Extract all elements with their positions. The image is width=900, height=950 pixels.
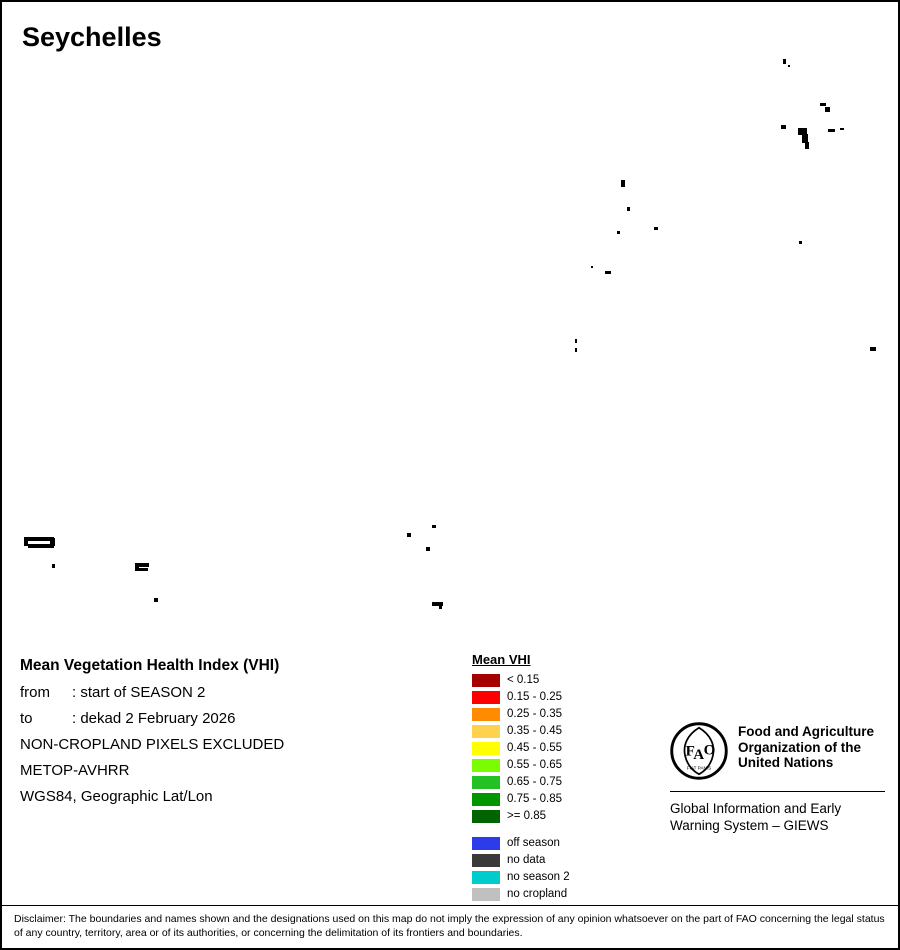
info-value-from: : start of SEASON 2 [72, 684, 206, 701]
island-shape [870, 347, 876, 351]
legend-label: no cropland [507, 888, 568, 900]
legend-label: >= 0.85 [507, 810, 547, 822]
legend-swatch [472, 691, 500, 704]
legend-item [472, 740, 662, 757]
island-shape [139, 568, 148, 571]
island-shape [52, 564, 55, 568]
island-shape [781, 125, 786, 129]
fao-divider [670, 791, 885, 792]
legend [472, 652, 662, 903]
island-shape [621, 180, 625, 187]
island-shape [828, 129, 835, 132]
fao-header [670, 720, 885, 780]
info-label-to: to [20, 710, 33, 727]
island-shape [820, 103, 826, 106]
island-shape [439, 604, 442, 609]
legend-item [472, 672, 662, 689]
island-shape [840, 128, 844, 130]
page-title: Seychelles [22, 22, 162, 52]
fao-branding [670, 720, 885, 834]
island-shape [617, 231, 620, 234]
map-info-block [20, 657, 450, 814]
legend-title: Mean VHI [472, 652, 531, 667]
island-shape [654, 227, 658, 230]
island-shape [805, 142, 809, 149]
island-shape [432, 525, 436, 528]
legend-class-list [472, 672, 662, 825]
legend-item [472, 706, 662, 723]
island-shape [825, 107, 830, 112]
island-shape [788, 65, 790, 67]
legend-item [472, 774, 662, 791]
svg-text:F: F [685, 743, 695, 760]
info-note-cropland: NON-CROPLAND PIXELS EXCLUDED [20, 736, 285, 753]
info-note-projection: WGS84, Geographic Lat/Lon [20, 788, 213, 805]
info-row-from [20, 684, 450, 701]
legend-swatch [472, 674, 500, 687]
legend-swatch [472, 888, 500, 901]
legend-label: 0.25 - 0.35 [507, 708, 562, 720]
island-shape [605, 271, 611, 274]
legend-label: < 0.15 [507, 674, 540, 686]
legend-item [472, 835, 662, 852]
legend-label: 0.75 - 0.85 [507, 793, 562, 805]
legend-label: no data [507, 854, 546, 866]
disclaimer: Disclaimer: The boundaries and names shown and the designations used on this map do not imply the expression of any opinion whatsoever on the part of FAO concerning the legal status of any country, territory, area or of its authorities, or concerning the delimitation of its frontiers and boundaries. [2, 905, 898, 948]
legend-label: no season 2 [507, 871, 570, 883]
island-shape [799, 241, 802, 244]
legend-swatch [472, 759, 500, 772]
svg-text:A: A [693, 747, 705, 764]
legend-swatch [472, 793, 500, 806]
legend-item [472, 723, 662, 740]
legend-label: 0.35 - 0.45 [507, 725, 562, 737]
legend-label: 0.65 - 0.75 [507, 776, 562, 788]
legend-spacer [472, 825, 662, 835]
legend-swatch [472, 854, 500, 867]
fao-organization-name: Food and Agriculture Organization of the United Nations [738, 724, 874, 770]
legend-swatch [472, 871, 500, 884]
info-heading: Mean Vegetation Health Index (VHI) [20, 657, 280, 674]
legend-swatch [472, 725, 500, 738]
legend-swatch [472, 776, 500, 789]
legend-item [472, 886, 662, 903]
island-shape [575, 348, 577, 352]
svg-text:FIAT PANIS: FIAT PANIS [686, 765, 712, 771]
fao-system-name: Global Information and Early Warning System – GIEWS [670, 801, 842, 833]
legend-label: 0.45 - 0.55 [507, 742, 562, 754]
legend-swatch [472, 810, 500, 823]
legend-item [472, 852, 662, 869]
info-note-sensor: METOP-AVHRR [20, 762, 130, 779]
legend-swatch [472, 708, 500, 721]
legend-item [472, 791, 662, 808]
island-shape [407, 533, 411, 537]
info-label-from: from [20, 684, 50, 701]
island-shape [426, 547, 430, 551]
legend-label: 0.55 - 0.65 [507, 759, 562, 771]
legend-item [472, 689, 662, 706]
info-value-to: : dekad 2 February 2026 [72, 710, 236, 727]
island-shape [627, 207, 630, 211]
legend-label: 0.15 - 0.25 [507, 691, 562, 703]
island-shape [591, 266, 593, 268]
island-shape [50, 538, 55, 546]
island-shape [575, 339, 577, 343]
legend-extra-list [472, 835, 662, 903]
legend-swatch [472, 837, 500, 850]
legend-swatch [472, 742, 500, 755]
svg-text:O: O [703, 742, 716, 759]
legend-item [472, 869, 662, 886]
fao-logo-icon [670, 722, 728, 780]
island-shape [154, 598, 158, 602]
legend-item [472, 808, 662, 825]
legend-label: off season [507, 837, 560, 849]
info-row-to [20, 710, 450, 727]
legend-item [472, 757, 662, 774]
island-shape [783, 59, 786, 64]
